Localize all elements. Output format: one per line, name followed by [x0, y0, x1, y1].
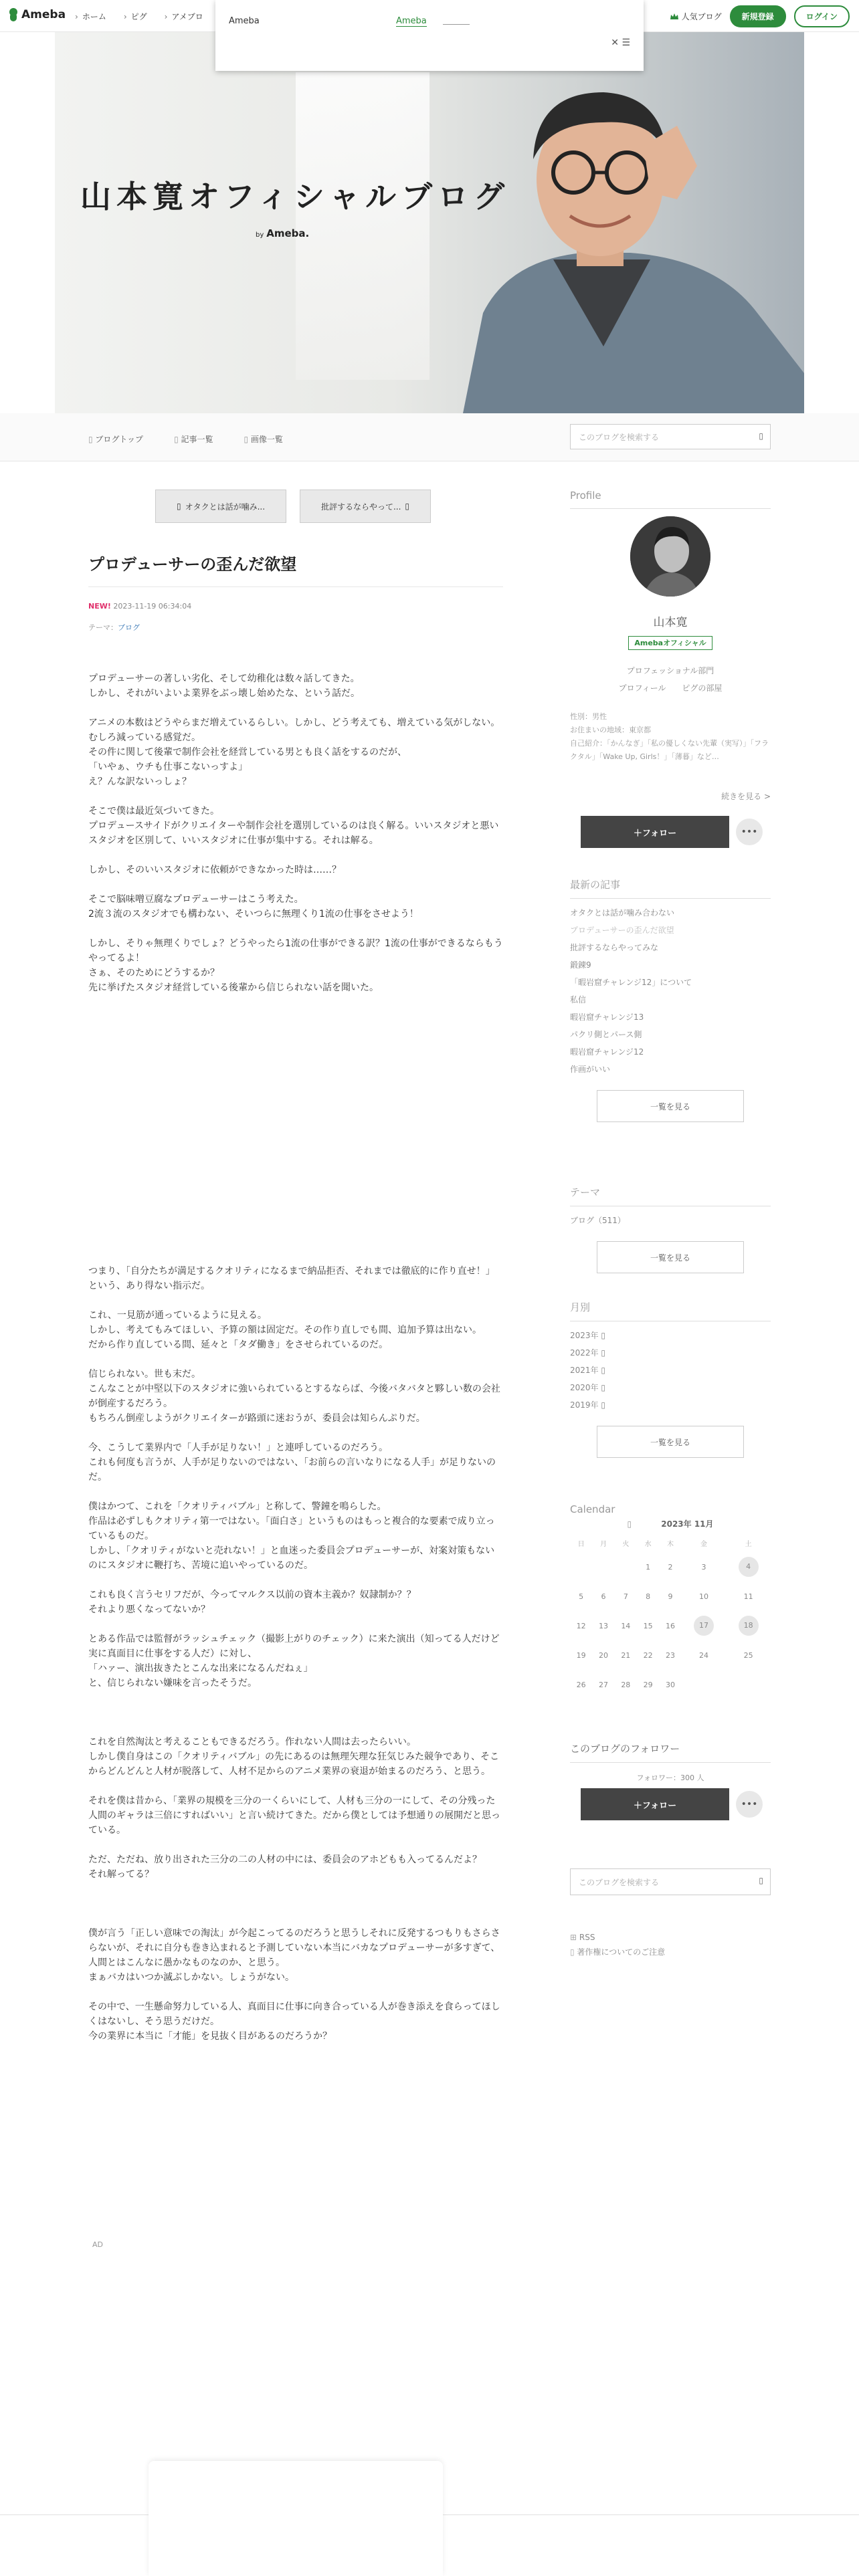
blog-search-placeholder: このブログを検索する — [579, 433, 660, 442]
month-item-label: 2022年 — [570, 1348, 599, 1358]
calendar-day — [682, 1670, 727, 1699]
calendar-day[interactable] — [726, 1582, 771, 1611]
calendar-day[interactable] — [637, 1611, 659, 1640]
calendar-day — [592, 1552, 614, 1582]
bottom-ad-card[interactable] — [149, 2461, 443, 2576]
author-photo — [409, 59, 804, 413]
calendar-day[interactable] — [637, 1670, 659, 1699]
calendar-day-number: 11 — [743, 1592, 753, 1601]
theme-section — [570, 1185, 771, 1273]
sidebar-search-placeholder: このブログを検索する — [579, 1878, 660, 1887]
article-paragraph: プロデューサーの著しい劣化、そして幼稚化は数々話してきた。 しかし、それがいよいよ業界をぶっ壊し始めたな、という話だ。 — [88, 673, 360, 699]
article-date: 2023-11-19 06:34:04 — [113, 602, 192, 611]
calendar-day-number: 12 — [576, 1621, 586, 1630]
ad-popup-label: Ameba — [229, 16, 260, 26]
article-paragraph: 僕はかつて、これを「クオリティバブル」と称して、警鐘を鳴らした。 作品は必ずしもクオリティ第一ではない。「面白さ」というものはもっと複合的な要素で成り立っているものだ。 しかし、「クオリティがないと売れない！」と血迷った委員会プロデューサーが、対案対策もないのにスタジオに鞭打ち、苦境に追いやっているのだ。 — [88, 1501, 495, 1571]
profile-details — [570, 710, 771, 764]
calendar-day-number: 8 — [646, 1592, 651, 1601]
article-paragraph — [88, 1897, 503, 1911]
logo-text: Ameba — [21, 8, 66, 21]
follow-button[interactable]: ＋フォロー — [581, 1788, 729, 1820]
month-item[interactable]: 2021年 ▯ — [570, 1366, 605, 1375]
article-paragraph — [88, 1705, 503, 1720]
more-options-icon[interactable]: ••• — [736, 819, 763, 845]
article-paragraph: 僕が言う「正しい意味での淘汰」が今起こってるのだろうと思うしそれに反発するつもりもさらさらないが、それに自分も巻き込まれると予測していない本当にバカなプロデューサーが多すぎて、人間とはこんなに愚かなものなのか、と思う。 まぁバカはいつか滅ぶしかない。しょうがない。 — [88, 1928, 500, 1983]
calendar-day-number: 19 — [576, 1650, 586, 1660]
calendar-weekday: 土 — [745, 1540, 752, 1548]
calendar-day[interactable] — [682, 1582, 727, 1611]
official-badge: Amebaオフィシャル — [628, 636, 712, 650]
article-paragraph: 今、こうして業界内で「人手が足りない！」と連呼しているのだろう。 これも何度も言うが、人手が足りないのではない、「お前らの言いなりになる人手」が足りないのだ。 — [88, 1442, 496, 1483]
nav-home[interactable]: › ホーム — [75, 11, 106, 22]
article-paragraph: とある作品では監督がラッシュチェック（撮影上がりのチェック）に来た演出（知ってる人だけど実に真面目に仕事をする人だ）に対し、 「ハァー、演出抜きたとこんな出来になるんだねぇ」 と、信じられない嫌味を言ったそうだ。 — [88, 1634, 500, 1689]
theme-list-button[interactable]: 一覧を見る — [597, 1241, 744, 1273]
recent-item[interactable]: 「暇岩窟チャレンジ12」について — [570, 978, 692, 987]
calendar-day[interactable] — [659, 1640, 681, 1670]
article-theme — [88, 622, 140, 633]
profile-follow-row — [581, 816, 763, 848]
article-paragraph: しかし、そのいいスタジオに依頼ができなかった時は……？ — [88, 865, 341, 875]
menu-blog-top[interactable]: ▯ ブログトップ — [88, 433, 143, 445]
article-paragraph: アニメの本数はどうやらまだ増えているらしい。しかし、どう考えても、増えている気がしない。むしろ減っている感覚だ。 その件に関して後輩で制作会社を経営している男とも良く話をするのだが、 「いやぁ、ウチも仕事こないっすよ」 え？んな訳ないっしょ？ — [88, 718, 500, 787]
monthly-section — [570, 1300, 771, 1458]
calendar-day[interactable] — [592, 1582, 614, 1611]
calendar-day[interactable] — [659, 1582, 681, 1611]
calendar-week-row — [570, 1670, 771, 1699]
profile-links — [570, 682, 771, 693]
month-item-label: 2021年 — [570, 1366, 599, 1375]
crown-icon — [670, 12, 679, 21]
profile-gender: 性別：男性 — [570, 712, 607, 721]
calendar-day-number: 13 — [598, 1621, 608, 1630]
calendar-day-number: 5 — [579, 1592, 584, 1601]
calendar-weekday: 月 — [599, 1540, 607, 1548]
month-item-label: 2020年 — [570, 1383, 599, 1392]
calendar-day-number: 2 — [668, 1562, 673, 1572]
monthly-list-button[interactable]: 一覧を見る — [597, 1426, 744, 1458]
article-paragraph: ただ、ただね、放り出された三分の二の人材の中には、委員会のアホどもも入ってるんだよ？ それ解ってる？ — [88, 1854, 482, 1880]
blog-menu — [88, 433, 283, 445]
calendar-day[interactable] — [682, 1611, 727, 1640]
ad-popup — [215, 0, 644, 71]
ad-popup-link[interactable]: Ameba — [396, 16, 427, 26]
read-more-link[interactable]: 続きを見る > — [721, 792, 771, 801]
article-paragraph: 信じられない。世も末だ。 こんなことが中堅以下のスタジオに強いられているとするならば、今後バタバタと夥しい数の会社が倒産するだろう。 もちろん倒産しようがクリエイターが路頭に迷おうが、委員会は知らんぷりだ。 — [88, 1369, 500, 1424]
article-paragraph: つまり、「自分たちが満足するクオリティになるまで納品拒否、それまでは徹底的に作り直せ！」という、あり得ない指示だ。 — [88, 1266, 495, 1291]
recent-item[interactable]: プロデューサーの歪んだ欲望 — [570, 926, 674, 935]
calendar-day[interactable] — [592, 1640, 614, 1670]
calendar-day[interactable] — [570, 1640, 592, 1670]
calendar-day — [615, 1552, 637, 1582]
article-paragraph: そこで僕は最近気づいてきた。 プロデュースサイドがクリエイターや制作会社を選別しているのは良く解る。いいスタジオと悪いスタジオを区別して、いいスタジオに仕事が集中する。それは解る。 — [88, 806, 499, 846]
calendar-prev-icon[interactable]: ▯ — [627, 1519, 632, 1529]
calendar-day[interactable] — [682, 1552, 727, 1582]
recent-list — [570, 904, 771, 1078]
calendar-weekday: 火 — [622, 1540, 630, 1548]
search-icon[interactable]: ▯ — [759, 1876, 763, 1885]
calendar-day-number: 20 — [598, 1650, 608, 1660]
calendar-day[interactable] — [592, 1670, 614, 1699]
calendar-weekday: 日 — [577, 1540, 585, 1548]
calendar-day[interactable] — [570, 1582, 592, 1611]
follow-button[interactable]: ＋フォロー — [581, 816, 729, 848]
calendar-day-number: 14 — [621, 1621, 631, 1630]
copyright-note-label: 著作権についてのご注意 — [577, 1947, 666, 1957]
calendar-day-number: 15 — [643, 1621, 653, 1630]
recent-item[interactable]: パクリ側とパース側 — [570, 1030, 642, 1039]
calendar-day[interactable] — [726, 1640, 771, 1670]
month-item[interactable]: 2019年 ▯ — [570, 1400, 605, 1410]
calendar-week-row — [570, 1582, 771, 1611]
profile-section — [570, 490, 771, 851]
popular-blog-label: 人気ブログ — [681, 12, 722, 21]
chevron-right-icon: ▯ — [405, 502, 410, 511]
calendar-month: 2023年 11月 — [661, 1519, 714, 1529]
top-actions — [670, 5, 850, 27]
followers-heading: このブログのフォロワー — [570, 1741, 771, 1763]
calendar-day[interactable] — [637, 1582, 659, 1611]
calendar-day[interactable] — [637, 1552, 659, 1582]
calendar-day-number: 9 — [668, 1592, 673, 1601]
calendar-day-number: 7 — [623, 1592, 628, 1601]
nav-ameblo[interactable]: › アメブロ — [165, 11, 203, 22]
rss-label: RSS — [579, 1933, 595, 1942]
copyright-note-link[interactable] — [570, 1945, 771, 1959]
more-options-icon[interactable]: ••• — [736, 1791, 763, 1818]
month-item[interactable]: 2020年 ▯ — [570, 1383, 605, 1392]
popular-blog-link[interactable] — [670, 11, 722, 22]
calendar-day-number: 1 — [646, 1562, 651, 1572]
calendar-day[interactable] — [570, 1670, 592, 1699]
calendar-day-number: 26 — [576, 1680, 586, 1689]
ameba-brand: Ameba. — [266, 227, 310, 239]
calendar-day-number: 21 — [621, 1650, 631, 1660]
recent-item[interactable]: 暇岩窟チャレンジ12 — [570, 1047, 644, 1057]
calendar-day-number: 18 — [739, 1616, 759, 1636]
calendar-weekday: 水 — [644, 1540, 652, 1548]
sidebar-search-input[interactable] — [570, 1868, 771, 1895]
article-pager — [155, 490, 431, 523]
article-paragraph: その中で、一生懸命努力している人、真面目に仕事に向き合っている人が巻き添えを食らってほしくはないし、そう思うだけだ。 今の業界に本当に「才能」を見抜く目があるのだろうか？ — [88, 2002, 500, 2042]
nav-pigg[interactable]: › ピグ — [124, 11, 147, 22]
recent-item[interactable]: 暇岩窟チャレンジ13 — [570, 1012, 644, 1022]
calendar-weekday: 金 — [700, 1540, 707, 1548]
new-badge: NEW! — [88, 602, 111, 611]
calendar-day-number: 10 — [698, 1592, 708, 1601]
document-icon: ▯ — [570, 1947, 577, 1957]
calendar-day-number: 6 — [601, 1592, 606, 1601]
close-icon[interactable]: ✕ ☰ — [611, 37, 630, 48]
calendar-day[interactable] — [726, 1552, 771, 1582]
calendar-day-number: 17 — [694, 1616, 714, 1636]
calendar-weekday: 木 — [666, 1540, 674, 1548]
avatar-image — [630, 516, 710, 597]
calendar-day[interactable] — [682, 1640, 727, 1670]
calendar-week-row — [570, 1611, 771, 1640]
article-paragraph: そこで脳味噌豆腐なプロデューサーはこう考えた。 2流３流のスタジオでも構わない、そいつらに無理くり1流の仕事をさせよう！ — [88, 894, 419, 920]
calendar-day-number: 29 — [643, 1680, 653, 1689]
article-paragraph: これを自然淘汰と考えることもできるだろう。作れない人間は去ったらいい。 しかし僕自身はこの「クオリティバブル」の先にあるのは無理矢理な狂気じみた競争であり、そこからどんどんと人材が脱落して、人材不足からのアニメ業界の衰退が始まるのだろう、と思う。 — [88, 1737, 500, 1777]
article-paragraph: これも良く言うセリフだが、今ってマルクス以前の資本主義か？奴隷制か？？ それより悪くなってないか？ — [88, 1590, 416, 1615]
followers-follow-row — [581, 1788, 771, 1820]
calendar-table — [570, 1533, 771, 1699]
next-article-button[interactable] — [300, 490, 431, 523]
rss-icon: ⊞ — [570, 1933, 579, 1942]
blog-search-input[interactable] — [570, 424, 771, 449]
calendar-week-row — [570, 1552, 771, 1582]
ad-popup-underline — [443, 24, 470, 25]
article-body-bottom — [88, 1264, 503, 2058]
recent-articles-section — [570, 877, 771, 1122]
calendar-month-row — [570, 1518, 771, 1529]
followers-count: フォロワー：300 人 — [636, 1774, 704, 1782]
month-item-label: 2019年 — [570, 1400, 599, 1410]
calendar-day[interactable] — [726, 1611, 771, 1640]
month-item[interactable]: 2023年 ▯ — [570, 1331, 605, 1340]
search-icon[interactable]: ▯ — [759, 431, 763, 441]
chevron-left-icon: ▯ — [176, 502, 181, 511]
calendar-day-number: 28 — [621, 1680, 631, 1689]
prev-article-button[interactable] — [155, 490, 286, 523]
profile-name[interactable]: 山本寛 — [653, 616, 688, 629]
calendar-day-number: 27 — [598, 1680, 608, 1689]
article-title[interactable]: プロデューサーの歪んだ欲望 — [88, 551, 503, 587]
calendar-heading: Calendar — [570, 1503, 615, 1515]
official-badge-wrap — [570, 635, 771, 648]
profile-link[interactable]: プロフィール — [618, 683, 666, 693]
by-ameba — [256, 227, 309, 239]
calendar-section — [570, 1503, 771, 1699]
article-paragraph: これ、一見筋が通っているように見える。 しかし、考えてもみてほしい、予算の額は固定だ。その作り直しでも間、追加予算は出ない。 だから作り直している間、延々と「タダ働き」をさせられているのだ。 — [88, 1310, 482, 1350]
calendar-day[interactable] — [659, 1670, 681, 1699]
profile-intro: 自己紹介：「かんなぎ」「私の優しくない先輩（実写）」「フラクタル」「Wake Up, Girls！」「薄暮」など… — [570, 739, 769, 761]
followers-section — [570, 1741, 771, 1820]
month-item-label: 2023年 — [570, 1331, 599, 1340]
calendar-day[interactable] — [615, 1611, 637, 1640]
prev-article-label: オタクとは話が噛み... — [185, 502, 266, 512]
calendar-week-row — [570, 1640, 771, 1670]
blog-subnav — [0, 413, 859, 461]
menu-article-list[interactable]: ▯ 記事一覧 — [174, 433, 213, 445]
calendar-day-number: 30 — [665, 1680, 675, 1689]
calendar-day-number: 23 — [665, 1650, 675, 1660]
rss-link[interactable] — [570, 1930, 771, 1945]
recent-item[interactable]: 作画がいい — [570, 1065, 611, 1074]
calendar-day[interactable] — [659, 1552, 681, 1582]
recent-heading: 最新の記事 — [570, 877, 771, 899]
article-paragraph: しかし、そりゃ無理くりでしょ？どうやったら1流の仕事ができる訳？1流の仕事ができるならもうやってるよ！ さぁ、そのためにどうするか？ 先に挙げたスタジオ経営している後輩から信じられない話を聞いた。 — [88, 938, 503, 993]
sidebar-footer-links — [570, 1930, 771, 1959]
calendar-day-number: 4 — [739, 1557, 759, 1577]
calendar-day[interactable] — [570, 1611, 592, 1640]
top-nav — [75, 11, 203, 22]
monthly-heading: 月別 — [570, 1300, 771, 1321]
article-body-top — [88, 671, 503, 1010]
calendar-day — [570, 1552, 592, 1582]
register-button[interactable]: 新規登録 — [730, 5, 786, 27]
ameba-logo-icon — [8, 8, 19, 21]
next-article-label: 批評するならやって... — [320, 502, 401, 512]
calendar-day-number: 16 — [665, 1621, 675, 1630]
author-avatar[interactable] — [630, 516, 710, 597]
profile-category[interactable]: プロフェッショナル部門 — [626, 666, 714, 675]
blog-title: 山本寛オフィシャルブログ — [80, 179, 510, 215]
calendar-day[interactable] — [615, 1670, 637, 1699]
ad-label: AD — [92, 2240, 103, 2249]
calendar-weekday-row — [570, 1533, 771, 1552]
pigg-room-link[interactable]: ピグの部屋 — [682, 683, 723, 693]
article-meta — [88, 602, 191, 611]
calendar-day[interactable] — [592, 1611, 614, 1640]
recent-item[interactable]: 批評するならやってみな — [570, 943, 659, 952]
calendar-day[interactable] — [615, 1640, 637, 1670]
recent-item[interactable]: オタクとは話が噛み合わない — [570, 908, 675, 918]
profile-heading: Profile — [570, 490, 771, 509]
theme-label: テーマ： — [88, 623, 118, 632]
theme-heading: テーマ — [570, 1185, 771, 1206]
recent-item[interactable]: 私信 — [570, 995, 587, 1004]
calendar-day-number: 25 — [743, 1650, 753, 1660]
calendar-day-number: 22 — [643, 1650, 653, 1660]
calendar-day[interactable] — [659, 1611, 681, 1640]
month-item[interactable]: 2022年 ▯ — [570, 1348, 605, 1358]
recent-list-button[interactable]: 一覧を見る — [597, 1090, 744, 1122]
recent-item[interactable]: 鍛錬9 — [570, 960, 591, 970]
blog-header[interactable] — [55, 32, 804, 413]
calendar-day[interactable] — [615, 1582, 637, 1611]
theme-link[interactable]: ブログ — [118, 623, 140, 632]
ameba-logo[interactable] — [8, 8, 66, 21]
by-label: by — [256, 231, 264, 239]
login-button[interactable]: ログイン — [794, 5, 850, 27]
profile-residence: お住まいの地域：東京都 — [570, 726, 651, 734]
article-paragraph: それを僕は昔から、「業界の規模を三分の一くらいにして、人材も三分の一にして、その分残った人間のギャラは三倍にすればいい」と言い続けてきた。だから僕としては予想通りの展開だと思っている。 — [88, 1796, 500, 1836]
calendar-day — [726, 1670, 771, 1699]
calendar-day[interactable] — [637, 1640, 659, 1670]
monthly-list — [570, 1327, 771, 1414]
theme-item[interactable]: ブログ（511） — [570, 1216, 626, 1225]
menu-image-list[interactable]: ▯ 画像一覧 — [244, 433, 283, 445]
sidebar-search-section — [570, 1868, 771, 1959]
calendar-day-number: 3 — [701, 1562, 706, 1572]
calendar-day-number: 24 — [698, 1650, 708, 1660]
